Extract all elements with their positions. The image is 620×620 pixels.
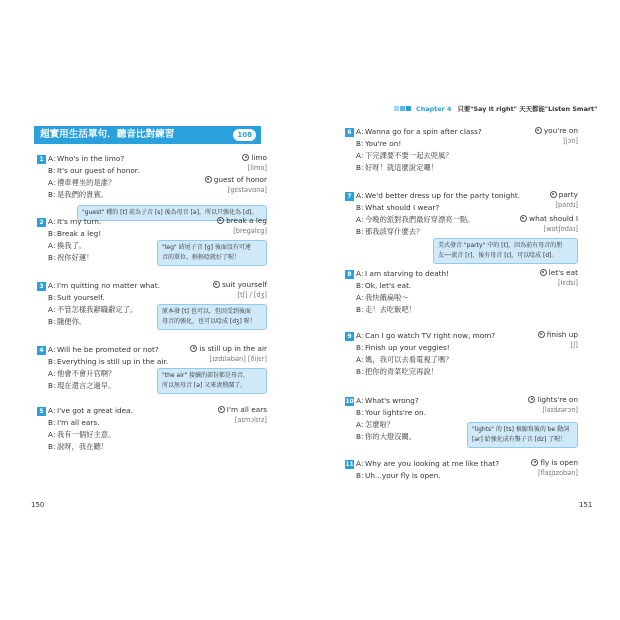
dialogue-text: 今晚的派對我們最好穿漂亮一點。: [365, 215, 475, 224]
dialogue-text: 換我了。: [57, 241, 87, 250]
dialogue-line: [345, 354, 578, 366]
audio-play-icon: [528, 396, 535, 403]
keyword-text: let's eat: [548, 268, 578, 277]
keyword-phrase[interactable]: [242, 153, 267, 162]
audio-play-icon: [217, 217, 224, 224]
speaker-label: A：: [356, 293, 369, 302]
section-title-bar: [34, 126, 261, 144]
dialogue-text: 媽，我可以去看電視了嗎？: [365, 355, 453, 364]
section-title: 超實用生活單句．聽音比對練習: [40, 129, 175, 140]
dialogue-text: 現在還言之過早。: [57, 381, 116, 390]
speaker-label: B：: [356, 227, 369, 236]
audio-play-icon: [205, 176, 212, 183]
dialogue-line: [345, 292, 578, 304]
speaker-label: A：: [356, 459, 369, 468]
keyword-phrase[interactable]: [531, 458, 578, 467]
audio-play-icon: [190, 345, 197, 352]
speaker-label: A：: [48, 406, 61, 415]
dialogue-text: 禮車裡坐的是誰？: [57, 178, 116, 187]
pronunciation-note: [157, 304, 267, 330]
phonetic-transcription: [limo]: [247, 164, 267, 172]
speaker-label: A：: [356, 355, 369, 364]
keyword-phrase[interactable]: [550, 190, 578, 199]
dialogue-text: I'm quitting no matter what.: [57, 281, 160, 290]
dialogue-line: [37, 441, 267, 453]
dialogue-text: I am starving to death!: [365, 269, 450, 278]
phonetic-transcription: [jɔn]: [563, 137, 578, 145]
page-number-left: 150: [31, 501, 45, 509]
keyword-phrase[interactable]: [540, 268, 578, 277]
note-line: 所以無母音 [ə] 又來湊熱鬧了。: [162, 382, 247, 389]
dialogue-line: [37, 292, 267, 304]
audio-track-badge[interactable]: [233, 129, 256, 141]
keyword-phrase[interactable]: [218, 405, 267, 414]
keyword-text: suit yourself: [222, 280, 267, 289]
square-icon: [406, 106, 411, 111]
speaker-label: B：: [356, 163, 369, 172]
phonetic-transcription: [pardɪ]: [555, 201, 578, 209]
dialogue-text: Who's in the limo?: [57, 154, 125, 163]
keyword-text: finish up: [546, 330, 578, 339]
speaker-label: B：: [356, 343, 369, 352]
dialogue-text: Suit yourself.: [57, 293, 105, 302]
note-line: 原本發 [t] 也可以，但因受到後面: [162, 308, 251, 315]
dialogue-text: It's our guest of honor.: [57, 166, 140, 175]
item-number: 8: [345, 270, 354, 279]
speaker-label: B：: [356, 305, 369, 314]
practice-item: [345, 190, 578, 259]
practice-item: [37, 153, 267, 216]
speaker-label: B：: [48, 293, 61, 302]
dialogue-text: You're on!: [365, 139, 402, 148]
practice-item: [37, 344, 267, 392]
practice-item: [345, 458, 578, 482]
speaker-label: B：: [356, 281, 369, 290]
audio-play-icon: [531, 459, 538, 466]
item-number: 7: [345, 192, 354, 201]
dialogue-text: 說呀，我在聽！: [57, 442, 109, 451]
dialogue-text: We'd better dress up for the party tonight.: [365, 191, 521, 200]
note-line: [ər] 給強化成有鑿子音 [dz] 了喔！: [472, 436, 567, 443]
speaker-label: A：: [48, 430, 61, 439]
dialogue-text: Can I go watch TV right now, mom?: [365, 331, 496, 340]
keyword-phrase[interactable]: [538, 330, 578, 339]
keyword-text: party: [558, 190, 578, 199]
keyword-text: what should I: [529, 214, 578, 223]
dialogue-text: Finish up your veggies!: [365, 343, 450, 352]
dialogue-text: It's my turn.: [57, 217, 102, 226]
pronunciation-note: [157, 368, 267, 394]
speaker-label: B：: [356, 367, 369, 376]
phonetic-transcription: [gɛstəvɑnə]: [227, 186, 267, 194]
phonetic-transcription: [lɛdsi]: [558, 279, 578, 287]
speaker-label: A：: [356, 420, 369, 429]
keyword-text: is still up in the air: [199, 344, 267, 353]
dialogue-text: 我有一個好主意。: [57, 430, 116, 439]
speaker-label: A：: [48, 305, 61, 314]
speaker-label: A：: [356, 151, 369, 160]
speaker-label: B：: [48, 357, 61, 366]
speaker-label: A：: [356, 269, 369, 278]
dialogue-text: 他會不會升官啊？: [57, 369, 116, 378]
pronunciation-note: [157, 240, 267, 266]
keyword-text: break a leg: [226, 216, 267, 225]
dialogue-text: I've got a great idea.: [57, 406, 133, 415]
dialogue-text: 不管怎樣我辭職辭定了。: [57, 305, 138, 314]
keyword-phrase[interactable]: [213, 280, 267, 289]
phonetic-transcription: [tʃ] / [dʒ]: [237, 291, 267, 299]
keyword-text: lights're on: [537, 395, 578, 404]
dialogue-text: 把你的青菜吃完再說！: [365, 367, 438, 376]
item-number: 9: [345, 332, 354, 341]
audio-play-icon: [520, 215, 527, 222]
dialogue-text: 我快餓扁啦～: [365, 293, 409, 302]
phonetic-transcription: [wɑtʃʊdaɪ]: [543, 225, 578, 233]
dialogue-line: [345, 304, 578, 316]
item-number: 4: [37, 346, 46, 355]
dialogue-line: [345, 138, 578, 150]
dialogue-text: 怎麼啦？: [365, 420, 395, 429]
speaker-label: A：: [48, 345, 61, 354]
speaker-label: A：: [48, 154, 61, 163]
pronunciation-note: [433, 238, 578, 264]
track-number: 108: [237, 131, 252, 139]
item-number: 6: [345, 128, 354, 137]
speaker-label: B：: [48, 253, 61, 262]
dialogue-line: [345, 342, 578, 354]
speaker-label: A：: [356, 191, 369, 200]
practice-item: [37, 405, 267, 453]
speaker-label: B：: [48, 442, 61, 451]
dialogue-line: [345, 202, 578, 214]
keyword-phrase[interactable]: [535, 126, 578, 135]
practice-item: [345, 268, 578, 316]
speaker-label: B：: [356, 432, 369, 441]
square-icon: [394, 106, 399, 111]
practice-item: [345, 126, 578, 174]
audio-play-icon: [213, 281, 220, 288]
phonetic-transcription: [ɪzdɪləbən] [ðijɛr]: [209, 355, 267, 363]
dialogue-text: 是我們的貴賓。: [57, 190, 109, 199]
keyword-text: limo: [251, 153, 267, 162]
practice-item: [345, 395, 578, 443]
dialogue-text: I'm all ears.: [57, 418, 100, 427]
dialogue-line: [345, 366, 578, 378]
audio-play-icon: [242, 154, 249, 161]
speaker-label: B：: [48, 317, 61, 326]
dialogue-text: Why are you looking at me like that?: [365, 459, 500, 468]
keyword-phrase[interactable]: [217, 216, 267, 225]
dialogue-text: Everything is still up in the air.: [57, 357, 169, 366]
speaker-label: B：: [356, 203, 369, 212]
dialogue-text: 你的大燈沒關。: [365, 432, 417, 441]
note-line: 母音的強化，也可以唸成 [dʒ] 喔！: [162, 318, 256, 325]
square-icon: [400, 106, 405, 111]
dialogue-line: [37, 417, 267, 429]
note-line: 友──流音 [r]，後有母音 [ɪ]，可以唸成 [d]。: [438, 252, 558, 259]
phonetic-transcription: [flaɪjɪzobən]: [538, 469, 578, 477]
speaker-label: B：: [48, 190, 61, 199]
keyword-phrase[interactable]: [528, 395, 578, 404]
phonetic-transcription: [aɪmɔlɪrz]: [234, 416, 267, 424]
audio-play-icon: [538, 331, 545, 338]
item-number: 2: [37, 218, 46, 227]
page-number-right: 151: [579, 501, 593, 509]
dialogue-line: [345, 280, 578, 292]
dialogue-line: [345, 190, 578, 202]
dialogue-text: 好呀！就這麼說定囉！: [365, 163, 438, 172]
dialogue-text: 隨便你。: [57, 317, 87, 326]
dialogue-text: 祝你好運！: [57, 253, 94, 262]
dialogue-text: Uh...your fly is open.: [365, 471, 441, 480]
dialogue-line: [345, 162, 578, 174]
audio-play-icon: [535, 127, 542, 134]
phonetic-transcription: [ʃ]: [570, 341, 578, 349]
speaker-label: A：: [48, 241, 61, 250]
dialogue-text: Ok, let's eat.: [365, 281, 412, 290]
speaker-label: A：: [356, 396, 369, 405]
item-number: 10: [345, 398, 354, 405]
item-number: 1: [37, 155, 46, 164]
dialogue-text: Your lights're on.: [365, 408, 426, 417]
note-line: 美式發音 "party" 中的 [t]，因為前有母音的朋: [438, 242, 563, 249]
keyword-phrase[interactable]: [190, 344, 267, 353]
dialogue-text: 下完課要不要一起去兜風？: [365, 151, 453, 160]
dialogue-text: 那我該穿什麼去？: [365, 227, 424, 236]
item-number: 11: [345, 461, 354, 468]
phonetic-transcription: [bregəlɛg]: [233, 227, 267, 235]
audio-play-icon: [540, 269, 547, 276]
keyword-text: I'm all ears: [226, 405, 267, 414]
speaker-label: B：: [48, 166, 61, 175]
dialogue-text: Break a leg!: [57, 229, 102, 238]
speaker-label: A：: [48, 178, 61, 187]
speaker-label: B：: [48, 229, 61, 238]
dialogue-text: 走！去吃飯吧！: [365, 305, 417, 314]
keyword-text: fly is open: [540, 458, 578, 467]
speaker-label: A：: [356, 127, 369, 136]
note-line: "leg" 結尾子音 [g] 後面沒有可連: [162, 244, 251, 251]
dialogue-line: [345, 150, 578, 162]
speaker-label: B：: [356, 139, 369, 148]
chapter-header: [394, 104, 599, 116]
speaker-label: A：: [356, 215, 369, 224]
dialogue-text: Wanna go for a spin after class?: [365, 127, 482, 136]
speaker-label: A：: [48, 369, 61, 378]
speaker-label: B：: [48, 381, 61, 390]
note-line: "the air" 接續的部份都是母音，: [162, 372, 249, 379]
chapter-subtitle: 只要"Say it right" 天天都能"Listen Smart": [457, 105, 598, 113]
speaker-label: B：: [356, 471, 369, 480]
speaker-label: B：: [356, 408, 369, 417]
dialogue-text: Will he be promoted or not?: [57, 345, 159, 354]
keyword-text: you're on: [543, 126, 578, 135]
speaker-label: B：: [48, 418, 61, 427]
note-line: "lights" 的 [ts] 被縮寫後的 be 動詞: [472, 426, 570, 433]
audio-play-icon: [550, 191, 557, 198]
keyword-text: guest of honor: [213, 175, 267, 184]
pronunciation-note: [467, 422, 578, 448]
dialogue-text: What's wrong?: [365, 396, 419, 405]
chapter-label: Chapter 4: [416, 104, 452, 113]
item-number: 5: [37, 407, 46, 416]
practice-item: [37, 280, 267, 328]
speaker-label: A：: [48, 281, 61, 290]
dialogue-line: [37, 429, 267, 441]
note-line: 音的單位，輕輕唸就好了喔！: [162, 254, 241, 261]
dialogue-text: What should I wear?: [365, 203, 440, 212]
dialogue-line: [37, 153, 267, 165]
audio-play-icon: [218, 406, 225, 413]
practice-item: [37, 216, 267, 264]
note-line: "guest" 種的 [t] 前為子音 [s] 後為母音 [ə]，所以只強化為 [d]。: [82, 209, 258, 216]
practice-item: [345, 330, 578, 378]
keyword-phrase[interactable]: [205, 175, 267, 184]
keyword-phrase[interactable]: [520, 214, 578, 223]
item-number: 3: [37, 282, 46, 291]
speaker-label: A：: [48, 217, 61, 226]
phonetic-transcription: [laɪdzərɔn]: [542, 406, 578, 414]
speaker-label: A：: [356, 331, 369, 340]
